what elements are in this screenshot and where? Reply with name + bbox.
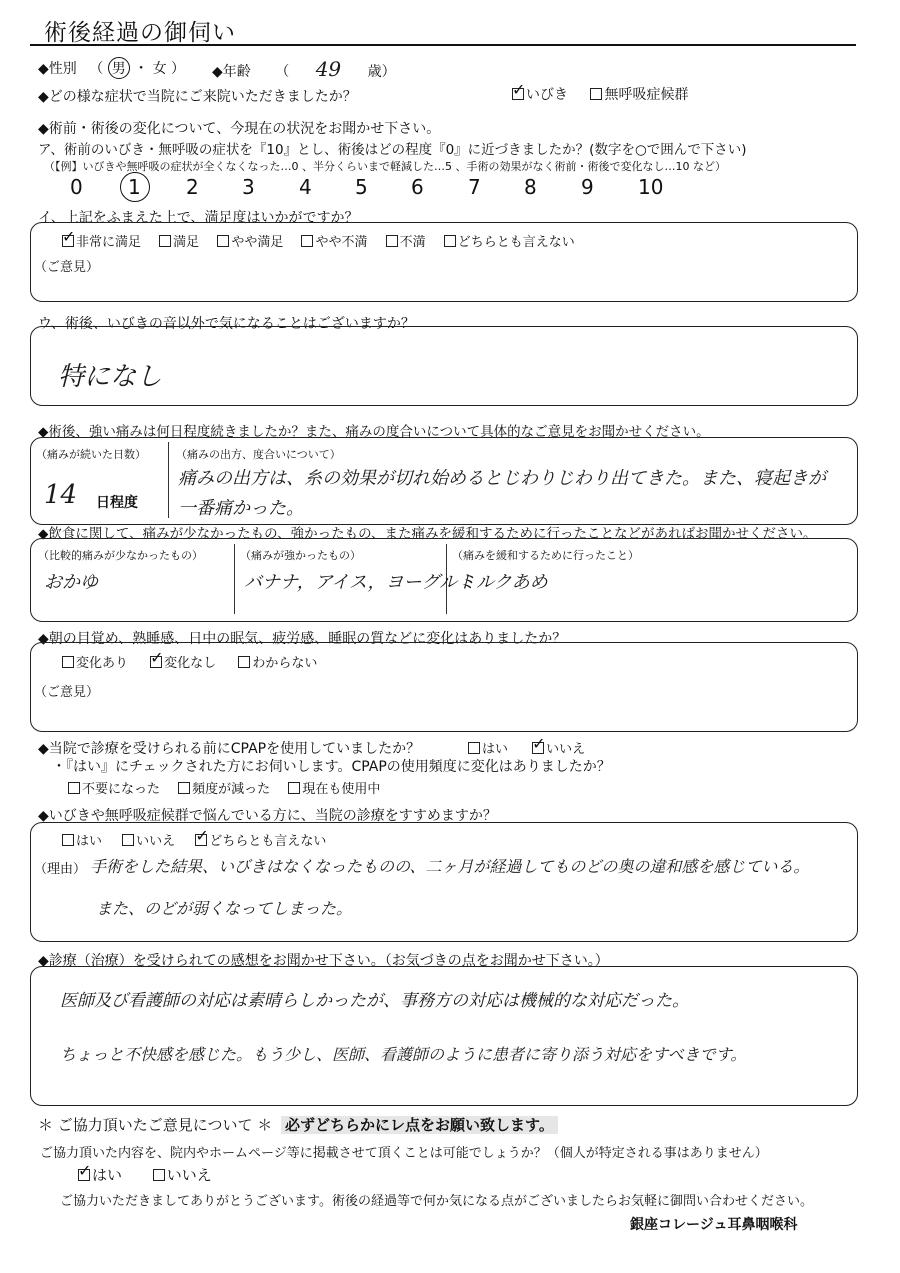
sex-male[interactable]: 男 bbox=[108, 57, 130, 79]
pain-detail-line2[interactable]: 一番痛かった。 bbox=[178, 498, 304, 519]
food-col3-value[interactable]: ミルクあめ bbox=[458, 572, 548, 593]
impression-question: ◆診療（治療）を受けられての感想をお聞かせ下さい。（お気づきの点をお聞かせ下さい。） bbox=[38, 953, 609, 969]
checkbox[interactable] bbox=[468, 742, 480, 754]
satisfaction-somewhat-satisfied[interactable]: やや満足 bbox=[217, 235, 283, 250]
satisfaction-dissatisfied[interactable]: 不満 bbox=[386, 235, 426, 250]
checkbox[interactable] bbox=[62, 656, 74, 668]
food-col3-label: （痛みを緩和するために行ったこと） bbox=[452, 549, 639, 562]
checkbox[interactable] bbox=[68, 782, 80, 794]
age-label: ◆年齢 bbox=[212, 64, 251, 80]
food-col2-value[interactable]: バナナ，アイス，ヨーグルト bbox=[244, 572, 475, 593]
consent-yes[interactable]: ✓はい bbox=[78, 1166, 122, 1184]
food-col1-value[interactable]: おかゆ bbox=[44, 572, 98, 593]
checkbox[interactable] bbox=[590, 88, 602, 100]
impression-line1[interactable]: 医師及び看護師の対応は素晴らしかったが、事務方の対応は機械的な対応だった。 bbox=[60, 991, 689, 1011]
scale-8[interactable]: 8 bbox=[524, 175, 537, 199]
morning-question: ◆朝の目覚め、熟睡感、日中の眠気、疲労感、睡眠の質などに変化はありましたか？ bbox=[38, 631, 567, 647]
checkbox[interactable] bbox=[159, 235, 171, 247]
morning-comment-label: （ご意見） bbox=[34, 685, 100, 700]
clinic-name: 銀座コレージュ耳鼻咽喉科 bbox=[630, 1217, 798, 1233]
morning-changed[interactable]: 変化あり bbox=[62, 656, 128, 671]
pain-days-unit: 日程度 bbox=[96, 495, 138, 511]
cpap-options bbox=[468, 738, 585, 757]
consent-options bbox=[78, 1164, 212, 1185]
cpap-still-using[interactable]: 現在も使用中 bbox=[288, 782, 380, 797]
symptom-question: ◆どの様な症状で当院にご来院いただきましたか？ bbox=[38, 89, 357, 105]
change-sub-a: ア、術前のいびき・無呼吸の症状を『10』とし、術後はどの程度『0』に近づきましたか？(数字を○で囲んで下さい) bbox=[38, 142, 747, 158]
scale-10[interactable]: 10 bbox=[638, 175, 664, 199]
checkbox[interactable] bbox=[178, 782, 190, 794]
cpap-question: ◆当院で診療を受けられる前にCPAPを使用していましたか？ bbox=[38, 741, 421, 757]
checkbox-checked[interactable] bbox=[512, 88, 524, 100]
pain-days-value[interactable]: 14 bbox=[44, 480, 78, 510]
age-value[interactable]: 49 bbox=[315, 57, 342, 81]
pain-days-label: （痛みが続いた日数） bbox=[36, 448, 146, 461]
consent-heading-b: 必ずどちらかにレ点をお願い致します。 bbox=[281, 1116, 558, 1134]
other-concern-question: ウ、術後、いびきの音以外で気になることはございますか？ bbox=[38, 316, 415, 332]
cpap-no[interactable]: ✓ いいえ bbox=[532, 742, 585, 757]
satisfaction-satisfied[interactable]: 満足 bbox=[159, 235, 199, 250]
food-divider-1 bbox=[234, 544, 235, 614]
cpap-sub-question: ・『はい』にチェックされた方にお伺いします。CPAPの使用頻度に変化はありましたか？ bbox=[52, 759, 611, 775]
food-col1-label: （比較的痛みが少なかったもの） bbox=[38, 549, 203, 562]
scale-9[interactable]: 9 bbox=[581, 175, 594, 199]
scale-3[interactable]: 3 bbox=[242, 175, 255, 199]
recommend-reason-label: （理由） bbox=[34, 862, 87, 877]
title-underline bbox=[30, 44, 856, 46]
checkbox-checked[interactable] bbox=[532, 742, 544, 754]
scale-1[interactable]: 1 bbox=[128, 175, 141, 199]
symptom-options bbox=[512, 84, 688, 104]
recommend-no[interactable]: いいえ bbox=[122, 834, 175, 849]
checkbox[interactable] bbox=[386, 235, 398, 247]
change-example: （【例】いびきや無呼吸の症状が全くなくなった…0 、半分くらいまで軽減した…5 、手術の効果がなく術前・術後で変化なし…10 など） bbox=[44, 160, 726, 173]
change-question: ◆術前・術後の変化について、今現在の状況をお聞かせ下さい。 bbox=[38, 121, 441, 137]
other-concern-answer[interactable]: 特になし bbox=[58, 362, 163, 392]
satisfaction-options bbox=[62, 231, 575, 250]
satisfaction-somewhat-dissatisfied[interactable]: やや不満 bbox=[301, 235, 367, 250]
checkbox[interactable] bbox=[444, 235, 456, 247]
scale-4[interactable]: 4 bbox=[299, 175, 312, 199]
scale-6[interactable]: 6 bbox=[411, 175, 424, 199]
consent-heading bbox=[38, 1114, 558, 1135]
cpap-less-frequent[interactable]: 頻度が減った bbox=[178, 782, 270, 797]
consent-no[interactable]: いいえ bbox=[153, 1166, 212, 1184]
cpap-sub-options bbox=[68, 778, 380, 797]
satisfaction-very-satisfied[interactable]: ✓非常に満足 bbox=[62, 235, 141, 250]
morning-unknown[interactable]: わからない bbox=[238, 656, 317, 671]
scale-5[interactable]: 5 bbox=[355, 175, 368, 199]
scale-7[interactable]: 7 bbox=[468, 175, 481, 199]
checkbox-checked[interactable] bbox=[150, 656, 162, 668]
food-question: ◆飲食に関して、痛みが少なかったもの、強かったもの、また痛みを緩和するために行ったことなどがあればお聞かせください。 bbox=[38, 526, 817, 542]
symptom-option-apnea[interactable]: 無呼吸症候群 bbox=[590, 87, 688, 103]
checkbox[interactable] bbox=[122, 834, 134, 846]
checkbox[interactable] bbox=[153, 1169, 165, 1181]
recommend-reason-line1[interactable]: 手術をした結果、いびきはなくなったものの、二ヶ月が経過してものどの奥の違和感を感じている。 bbox=[90, 857, 810, 876]
cpap-not-needed[interactable]: 不要になった bbox=[68, 782, 160, 797]
checkbox[interactable] bbox=[62, 834, 74, 846]
checkbox[interactable] bbox=[238, 656, 250, 668]
checkbox-checked[interactable] bbox=[78, 1169, 90, 1181]
satisfaction-question: イ、上記をふまえた上で、満足度はいかがですか？ bbox=[38, 210, 359, 226]
thanks-text: ご協力いただきましてありがとうございます。術後の経過等で何か気になる点がございましたらお気軽に御問い合わせください。 bbox=[60, 1194, 813, 1209]
checkbox-checked[interactable] bbox=[62, 235, 74, 247]
impression-line2[interactable]: ちょっと不快感を感じた。もう少し、医師、看護師のように患者に寄り添う対応をすべきです。 bbox=[60, 1045, 747, 1064]
checkbox-checked[interactable] bbox=[195, 834, 207, 846]
consent-question: ご協力頂いた内容を、院内やホームページ等に掲載させて頂くことは可能でしょうか？（個人が特定される事はありません） bbox=[40, 1146, 768, 1161]
sex-row: ◆性別 （ 男 ・ 女 ） bbox=[38, 57, 185, 79]
pain-divider bbox=[168, 442, 169, 518]
recommend-reason-line2[interactable]: また、のどが弱くなってしまった。 bbox=[96, 899, 353, 918]
checkbox[interactable] bbox=[301, 235, 313, 247]
cpap-yes[interactable]: はい bbox=[468, 742, 508, 757]
pain-detail-label: （痛みの出方、度合いについて） bbox=[176, 448, 341, 461]
recommend-neither[interactable]: ✓ どちらとも言えない bbox=[195, 834, 326, 849]
pain-question: ◆術後、強い痛みは何日程度続きましたか？また、痛みの度合いについて具体的なご意見をお聞かせください。 bbox=[38, 424, 710, 440]
satisfaction-comment-label: （ご意見） bbox=[34, 260, 100, 275]
morning-options bbox=[62, 652, 317, 671]
scale-2[interactable]: 2 bbox=[186, 175, 199, 199]
recommend-yes[interactable]: はい bbox=[62, 834, 102, 849]
page-title: 術後経過の御伺い bbox=[44, 20, 236, 46]
recommend-question: ◆いびきや無呼吸症候群で悩んでいる方に、当院の診療をすすめますか？ bbox=[38, 808, 497, 824]
morning-no-change[interactable]: ✓ 変化なし bbox=[150, 656, 216, 671]
food-col2-label: （痛みが強かったもの） bbox=[240, 549, 361, 562]
symptom-option-snoring[interactable]: ✓ いびき bbox=[512, 87, 568, 103]
age-row: ◆年齢 （ 49 歳） bbox=[212, 57, 396, 81]
pain-detail-line1[interactable]: 痛みの出方は、糸の効果が切れ始めるとじわりじわり出てきた。また、寝起きが bbox=[178, 468, 826, 489]
sex-female[interactable]: 女 bbox=[152, 61, 167, 77]
consent-heading-a: ＊ ご協力頂いたご意見について ＊ bbox=[38, 1116, 273, 1134]
recommend-options bbox=[62, 830, 326, 849]
sex-label: ◆性別 bbox=[38, 61, 77, 77]
satisfaction-neither[interactable]: どちらとも言えない bbox=[444, 235, 575, 250]
checkbox[interactable] bbox=[217, 235, 229, 247]
checkbox[interactable] bbox=[288, 782, 300, 794]
scale-0[interactable]: 0 bbox=[70, 175, 83, 199]
